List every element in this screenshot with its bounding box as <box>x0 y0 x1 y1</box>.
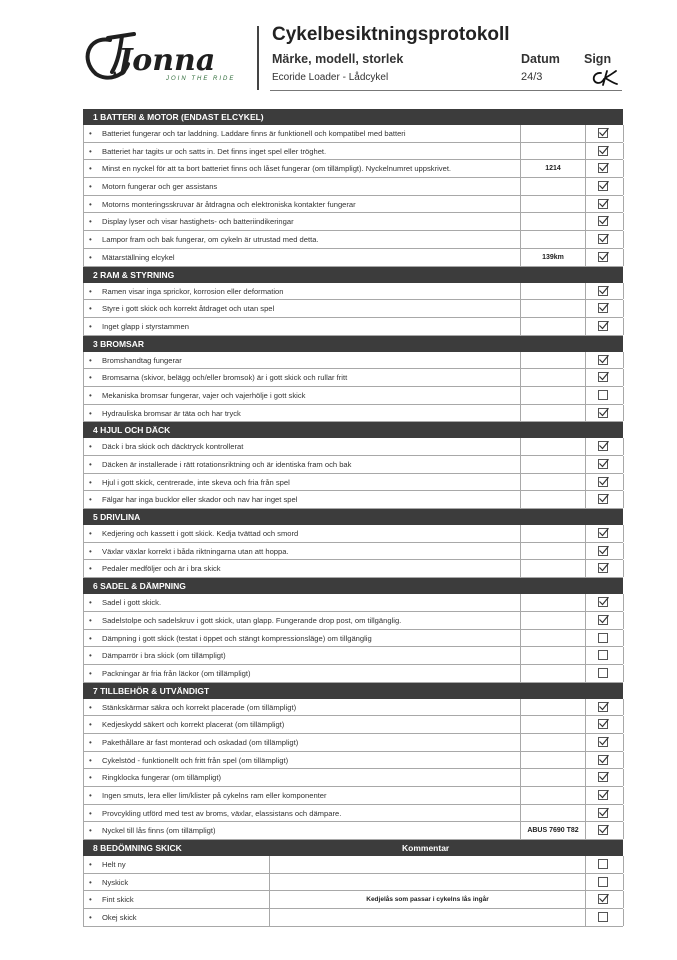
checkbox-checked[interactable] <box>598 128 608 138</box>
check-cell[interactable] <box>584 734 624 751</box>
item-value[interactable] <box>520 318 586 335</box>
section-header <box>83 840 623 856</box>
checkbox-checked[interactable] <box>598 546 608 556</box>
checklist-row <box>83 491 623 509</box>
bullet: • <box>89 129 92 138</box>
item-value[interactable] <box>520 213 586 230</box>
checklist-row <box>83 160 623 178</box>
checkbox-checked[interactable] <box>598 719 608 729</box>
checklist-row <box>83 300 623 318</box>
checklist-row <box>83 456 623 474</box>
item-text: Lampor fram och bak fungerar, om cykeln är utrustad med detta. <box>102 235 319 245</box>
item-text: Batteriet har tagits ur och satts in. Det finns inget spel eller tröghet. <box>102 146 327 156</box>
checkbox-checked[interactable] <box>598 216 608 226</box>
item-value[interactable] <box>520 369 586 386</box>
grade-comment[interactable] <box>269 874 586 891</box>
check-cell[interactable] <box>584 143 624 160</box>
check-cell[interactable] <box>584 456 624 473</box>
item-text: Bromshandtag fungerar <box>102 355 182 365</box>
checkbox-checked[interactable] <box>598 894 608 904</box>
item-value[interactable] <box>520 612 586 629</box>
checklist-row <box>83 369 623 387</box>
bullet: • <box>89 791 92 800</box>
bullet: • <box>89 286 92 296</box>
checkbox-checked[interactable] <box>598 737 608 747</box>
check-cell[interactable] <box>584 630 624 647</box>
item-value[interactable] <box>520 178 586 195</box>
bullet: • <box>89 477 92 487</box>
item-value[interactable] <box>520 560 586 577</box>
item-text: Batteriet fungerar och tar laddning. Laddare finns är funktionell och kompatibel med batteri <box>102 129 406 138</box>
check-cell[interactable] <box>584 874 624 891</box>
item-value[interactable] <box>520 752 586 769</box>
checkbox-checked[interactable] <box>598 808 608 818</box>
section-header <box>83 336 623 352</box>
check-cell[interactable] <box>584 491 624 508</box>
section-title: 4 HJUL OCH DÄCK <box>93 425 171 436</box>
checklist-row <box>83 822 623 840</box>
bullet: • <box>89 146 92 156</box>
item-value[interactable] <box>520 283 586 300</box>
bullet: • <box>89 199 92 209</box>
bullet: • <box>89 651 92 661</box>
bullet: • <box>89 895 92 905</box>
checkbox-checked[interactable] <box>598 408 608 418</box>
check-cell[interactable] <box>584 909 624 926</box>
item-value[interactable] <box>520 143 586 160</box>
check-cell[interactable] <box>584 474 624 491</box>
checkbox-empty[interactable] <box>598 390 608 400</box>
bullet: • <box>89 720 92 730</box>
item-text: Motorn fungerar och ger assistans <box>102 182 218 192</box>
item-text: Motorns monteringsskruvar är åtdragna och elektroniska kontakter fungerar <box>102 199 356 209</box>
jonna-logo <box>80 28 248 84</box>
checklist-row <box>83 594 623 612</box>
check-cell[interactable] <box>584 196 624 213</box>
checkbox-checked[interactable] <box>598 563 608 573</box>
checkbox-checked[interactable] <box>598 615 608 625</box>
item-text: Mekaniska bromsar fungerar, vajer och vajerhölje i gott skick <box>102 390 306 400</box>
item-text: Hjul i gott skick, centrerade, inte skeva och fria från spel <box>102 477 290 487</box>
item-value[interactable] <box>520 456 586 473</box>
bullet: • <box>89 408 92 418</box>
bullet: • <box>89 668 92 678</box>
section-title: 6 SADEL & DÄMPNING <box>93 581 186 592</box>
checkbox-checked[interactable] <box>598 755 608 765</box>
item-value[interactable] <box>520 665 586 682</box>
bullet: • <box>89 321 92 331</box>
checklist-row <box>83 665 623 683</box>
checklist-row <box>83 352 623 370</box>
checkbox-checked[interactable] <box>598 702 608 712</box>
checklist-row <box>83 125 623 143</box>
item-value[interactable] <box>520 438 586 455</box>
bullet: • <box>89 615 92 625</box>
date-value: 24/3 <box>521 71 543 83</box>
item-text: Provcykling utförd med test av broms, växlar, elassistans och dämpare. <box>102 808 342 818</box>
checklist-row <box>83 805 623 823</box>
section-header <box>83 109 623 125</box>
bullet: • <box>89 460 92 469</box>
check-cell[interactable] <box>584 647 624 664</box>
checkbox-empty[interactable] <box>598 668 608 678</box>
bullet: • <box>89 373 92 383</box>
bullet: • <box>89 252 92 262</box>
checklist-row <box>83 196 623 214</box>
checkbox-checked[interactable] <box>598 286 608 296</box>
item-text: Ingen smuts, lera eller lim/klister på cykelns ram eller komponenter <box>102 791 327 800</box>
checkbox-empty[interactable] <box>598 912 608 922</box>
checkbox-checked[interactable] <box>598 825 608 835</box>
check-cell[interactable] <box>584 525 624 542</box>
check-cell[interactable] <box>584 822 624 839</box>
date-label: Datum <box>521 52 560 66</box>
checkbox-empty[interactable] <box>598 859 608 869</box>
section-title: 3 BROMSAR <box>93 338 145 349</box>
bullet: • <box>89 442 92 452</box>
checklist-row <box>83 630 623 648</box>
checkbox-checked[interactable] <box>598 477 608 487</box>
checklist-row <box>83 474 623 492</box>
item-text: Kedjeskydd säkert och korrekt placerat (om tillämpligt) <box>102 720 285 730</box>
checkbox-empty[interactable] <box>598 650 608 660</box>
item-text: Display lyser och visar hastighets- och batteriindikeringar <box>102 217 294 227</box>
grade-text: Helt ny <box>102 860 126 870</box>
checklist-row <box>83 249 623 267</box>
checklist-row <box>83 560 623 578</box>
bullet: • <box>89 235 92 245</box>
item-text: Kedjering och kassett i gott skick. Kedja tvättad och smord <box>102 529 299 539</box>
model-label: Märke, modell, storlek <box>272 52 404 66</box>
check-cell[interactable] <box>584 438 624 455</box>
checkbox-checked[interactable] <box>598 303 608 313</box>
bullet: • <box>89 826 92 836</box>
bullet: • <box>89 529 92 539</box>
section-header <box>83 422 623 438</box>
checklist-row <box>83 231 623 249</box>
checkbox-checked[interactable] <box>598 772 608 782</box>
item-text: Styre i gott skick och korrekt åtdraget och utan spel <box>102 304 275 314</box>
item-value[interactable] <box>520 387 586 404</box>
grade-comment[interactable]: Kedjelås som passar i cykelns lås ingår <box>269 891 586 908</box>
item-text: Sadelstolpe och sadelskruv i gott skick, utan glapp. Fungerande drop post, om tillgänglig. <box>102 615 402 625</box>
checklist-row <box>83 647 623 665</box>
check-cell[interactable] <box>584 856 624 873</box>
checkbox-empty[interactable] <box>598 633 608 643</box>
checkbox-checked[interactable] <box>598 441 608 451</box>
bullet: • <box>89 164 92 174</box>
item-text: Nyckel till lås finns (om tillämpligt) <box>102 826 216 836</box>
sign-label: Sign <box>584 52 612 66</box>
bullet: • <box>89 737 92 747</box>
bullet: • <box>89 390 92 400</box>
section-title: 5 DRIVLINA <box>93 512 141 523</box>
item-value[interactable] <box>520 630 586 647</box>
model-value: Ecoride Loader - Lådcykel <box>272 72 389 83</box>
grade-text: Fint skick <box>102 895 134 905</box>
logo-word: Jonna <box>118 43 216 78</box>
item-value[interactable] <box>520 525 586 542</box>
checkbox-checked[interactable] <box>598 494 608 504</box>
section-title: 1 BATTERI & MOTOR (ENDAST ELCYKEL) <box>93 112 264 122</box>
checkbox-checked[interactable] <box>598 790 608 800</box>
checkbox-checked[interactable] <box>598 321 608 331</box>
inspection-table <box>83 109 623 927</box>
grade-row <box>83 856 623 874</box>
checklist-row <box>83 752 623 770</box>
item-text: Däck i bra skick och däcktryck kontrollerat <box>102 442 244 452</box>
check-cell[interactable] <box>584 716 624 733</box>
item-value[interactable] <box>520 231 586 248</box>
check-cell[interactable] <box>584 352 624 369</box>
checklist-row <box>83 699 623 717</box>
bullet: • <box>89 182 92 192</box>
checklist-row <box>83 283 623 301</box>
check-cell[interactable] <box>584 369 624 386</box>
checklist-row <box>83 143 623 161</box>
checklist-row <box>83 213 623 231</box>
bullet: • <box>89 598 92 608</box>
bullet: • <box>89 217 92 227</box>
bullet: • <box>89 808 92 818</box>
checklist-row <box>83 525 623 543</box>
section-header <box>83 509 623 525</box>
item-text: Dämparrör i bra skick (om tillämpligt) <box>102 651 226 661</box>
check-cell[interactable] <box>584 213 624 230</box>
check-cell[interactable] <box>584 125 624 142</box>
check-cell[interactable] <box>584 405 624 422</box>
checkbox-checked[interactable] <box>598 528 608 538</box>
check-cell[interactable] <box>584 612 624 629</box>
checklist-row <box>83 438 623 456</box>
item-text: Packningar är fria från läckor (om tillämpligt) <box>102 668 251 678</box>
check-cell[interactable] <box>584 249 624 266</box>
item-text: Stänkskärmar säkra och korrekt placerade (om tillämpligt) <box>102 702 297 712</box>
item-value[interactable] <box>520 787 586 804</box>
item-text: Minst en nyckel för att ta bort batteriet finns och låset fungerar (om tillämpligt). Nyckelnumret uppskrivet. <box>102 164 452 174</box>
bullet: • <box>89 304 92 314</box>
grade-row <box>83 909 623 927</box>
section-title: 2 RAM & STYRNING <box>93 269 175 280</box>
checkbox-checked[interactable] <box>598 355 608 365</box>
grade-row <box>83 874 623 892</box>
comment-header: Kommentar <box>402 843 450 854</box>
item-text: Ringklocka fungerar (om tillämpligt) <box>102 773 222 783</box>
checkbox-checked[interactable] <box>598 459 608 469</box>
section-title: 7 TILLBEHÖR & UTVÄNDIGT <box>93 685 210 696</box>
section-header <box>83 683 623 699</box>
grade-comment[interactable] <box>269 856 586 873</box>
check-cell[interactable] <box>584 805 624 822</box>
check-cell[interactable] <box>584 178 624 195</box>
checklist-row <box>83 787 623 805</box>
check-cell[interactable] <box>584 787 624 804</box>
checklist-row <box>83 405 623 423</box>
header-divider <box>257 26 259 90</box>
check-cell[interactable] <box>584 699 624 716</box>
checkbox-checked[interactable] <box>598 199 608 209</box>
item-text: Pedaler medföljer och är i bra skick <box>102 564 221 574</box>
checkbox-checked[interactable] <box>598 372 608 382</box>
checkbox-checked[interactable] <box>598 181 608 191</box>
checkbox-empty[interactable] <box>598 877 608 887</box>
checkbox-checked[interactable] <box>598 163 608 173</box>
item-text: Pakethållare är fast monterad och oskadad (om tillämpligt) <box>102 737 299 747</box>
item-value[interactable]: 1214 <box>520 160 586 177</box>
grade-row <box>83 891 623 909</box>
section-header <box>83 578 623 594</box>
checklist-row <box>83 543 623 561</box>
section-title: 8 BEDÖMNING SKICK <box>93 843 182 854</box>
item-text: Ramen visar inga sprickor, korrosion eller deformation <box>102 286 284 296</box>
item-text: Växlar växlar korrekt i båda riktningarna utan att hoppa. <box>102 546 289 556</box>
logo-tagline: JOIN THE RIDE <box>166 76 236 82</box>
check-cell[interactable] <box>584 594 624 611</box>
bullet: • <box>89 633 92 643</box>
bullet: • <box>89 913 92 923</box>
item-value[interactable] <box>520 196 586 213</box>
check-cell[interactable] <box>584 318 624 335</box>
checklist-row <box>83 318 623 336</box>
item-text: Cykelstöd - funktionellt och fritt från spel (om tillämpligt) <box>102 755 289 765</box>
bullet: • <box>89 546 92 556</box>
check-cell[interactable] <box>584 665 624 682</box>
header-rule <box>270 90 622 91</box>
bullet: • <box>89 495 92 505</box>
item-value[interactable] <box>520 594 586 611</box>
bullet: • <box>89 355 92 365</box>
check-cell[interactable] <box>584 769 624 786</box>
check-cell[interactable] <box>584 231 624 248</box>
check-cell[interactable] <box>584 300 624 317</box>
check-cell[interactable] <box>584 387 624 404</box>
checkbox-checked[interactable] <box>598 597 608 607</box>
signature <box>589 68 619 88</box>
item-text: Sadel i gott skick. <box>102 598 162 608</box>
item-text: Mätarställning elcykel <box>102 252 175 262</box>
item-text: Dämpning i gott skick (testat i öppet och stängt kompressionsläge) om tillgänglig <box>102 633 372 643</box>
item-value[interactable] <box>520 716 586 733</box>
item-text: Hydrauliska bromsar är täta och har tryck <box>102 408 241 418</box>
item-value[interactable] <box>520 125 586 142</box>
page-title: Cykelbesiktningsprotokoll <box>272 24 510 45</box>
item-value[interactable] <box>520 352 586 369</box>
check-cell[interactable] <box>584 160 624 177</box>
item-value[interactable] <box>520 647 586 664</box>
item-value[interactable] <box>520 405 586 422</box>
item-value[interactable] <box>520 805 586 822</box>
grade-text: Okej skick <box>102 913 137 923</box>
checklist-row <box>83 387 623 405</box>
item-text: Däcken är installerade i rätt rotationsriktning och är identiska fram och bak <box>102 460 352 469</box>
bullet: • <box>89 877 92 887</box>
checklist-row <box>83 734 623 752</box>
item-value[interactable] <box>520 543 586 560</box>
checkbox-checked[interactable] <box>598 234 608 244</box>
item-value[interactable] <box>520 491 586 508</box>
bullet: • <box>89 860 92 870</box>
check-cell[interactable] <box>584 543 624 560</box>
item-value[interactable]: ABUS 7690 T82 <box>520 822 586 839</box>
item-value[interactable] <box>520 769 586 786</box>
check-cell[interactable] <box>584 891 624 908</box>
check-cell[interactable] <box>584 752 624 769</box>
bullet: • <box>89 773 92 783</box>
item-value[interactable] <box>520 699 586 716</box>
checklist-row <box>83 612 623 630</box>
checklist-row <box>83 769 623 787</box>
item-value[interactable] <box>520 474 586 491</box>
grade-comment[interactable] <box>269 909 586 926</box>
checklist-row <box>83 716 623 734</box>
checkbox-checked[interactable] <box>598 252 608 262</box>
item-value[interactable] <box>520 300 586 317</box>
grade-text: Nyskick <box>102 877 129 887</box>
bullet: • <box>89 564 92 574</box>
item-text: Bromsarna (skivor, belägg och/eller bromsok) är i gott skick och rullar fritt <box>102 373 348 383</box>
item-value[interactable]: 139km <box>520 249 586 266</box>
item-value[interactable] <box>520 734 586 751</box>
check-cell[interactable] <box>584 283 624 300</box>
item-text: Inget glapp i styrstammen <box>102 321 189 331</box>
bullet: • <box>89 702 92 712</box>
item-text: Fälgar har inga bucklor eller skador och nav har inget spel <box>102 495 298 505</box>
section-header <box>83 267 623 283</box>
checklist-row <box>83 178 623 196</box>
check-cell[interactable] <box>584 560 624 577</box>
bullet: • <box>89 755 92 765</box>
checkbox-checked[interactable] <box>598 146 608 156</box>
